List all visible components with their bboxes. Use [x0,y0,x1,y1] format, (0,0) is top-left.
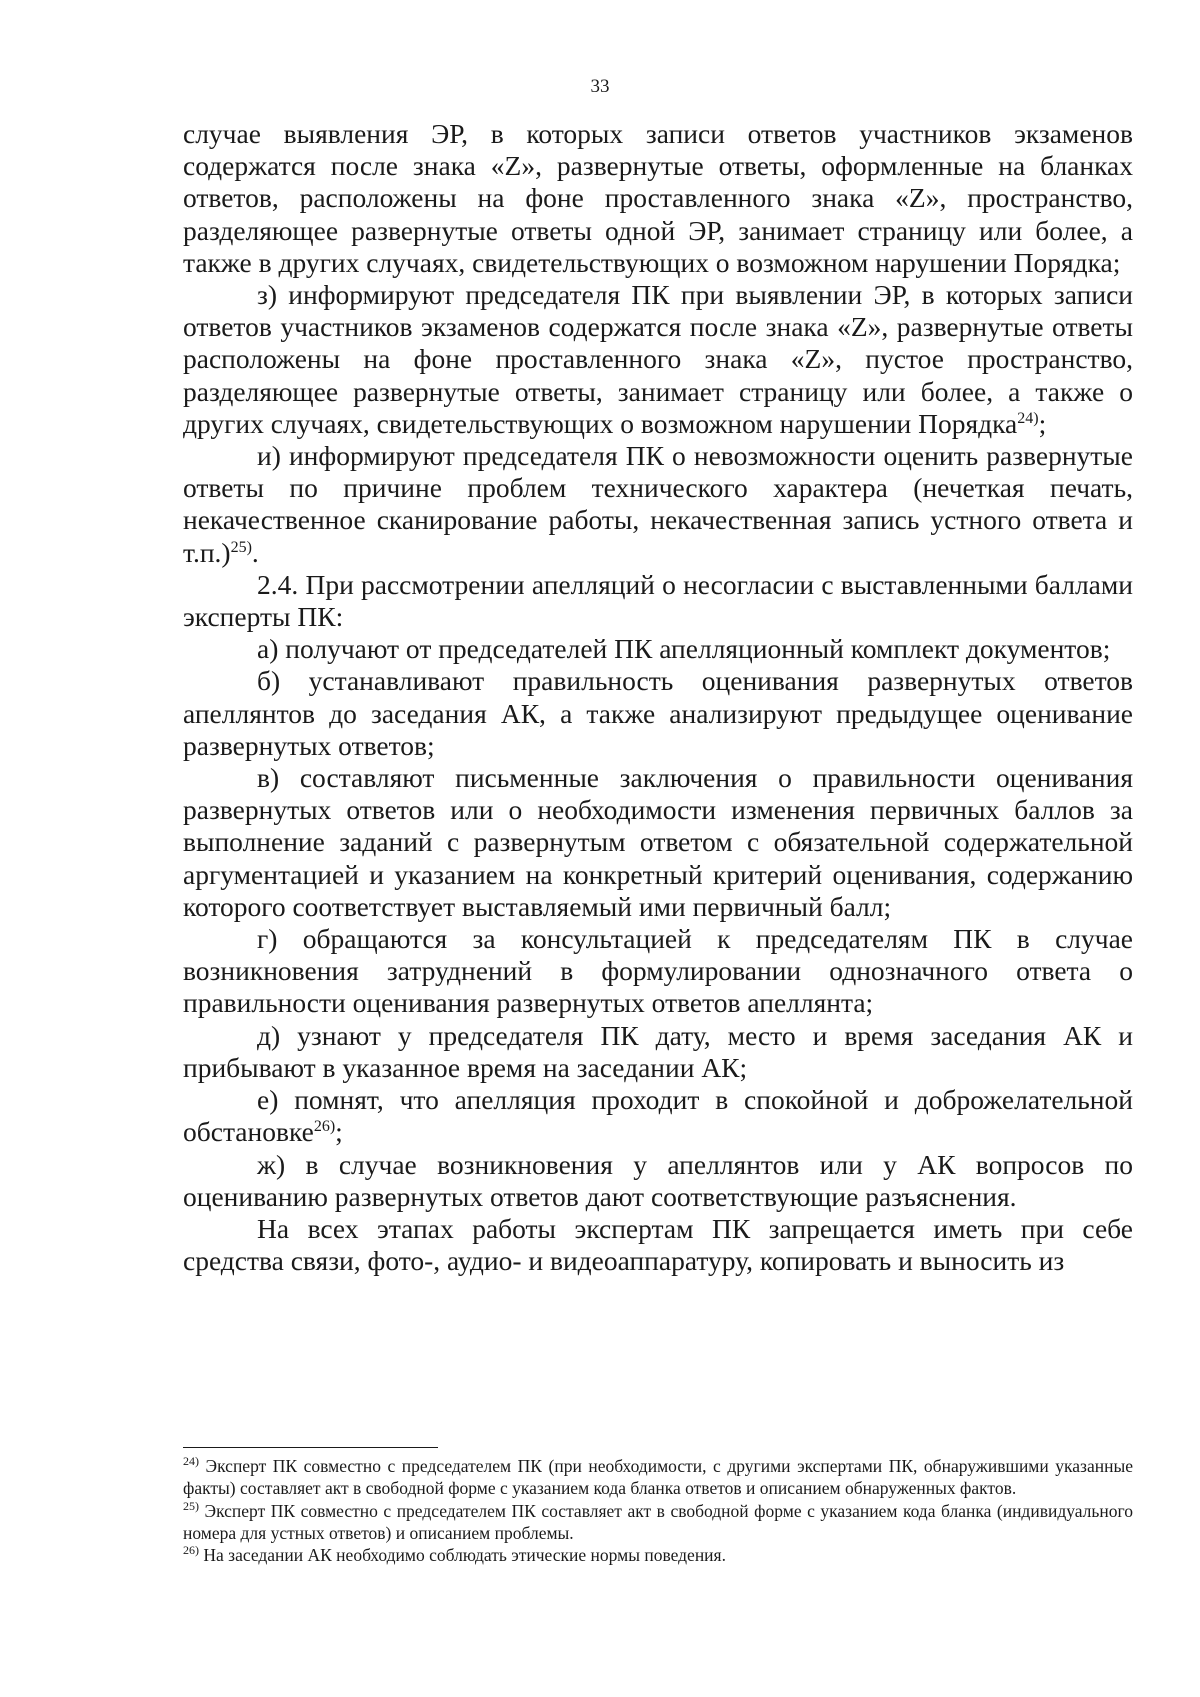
paragraph-item-z [183,279,1133,440]
paragraph-punct: ; [1038,407,1047,439]
paragraph-prohibition: На всех этапах работы экспертам ПК запрещается иметь при себе средства связи, фото-, аудио- и видеоаппаратуру, копировать и выносить из [183,1212,1133,1277]
paragraph-punct: . [251,536,259,568]
paragraph-item-i [183,440,1133,569]
footnote-separator [183,1447,438,1448]
page-number: 33 [590,76,610,97]
footnote-24 [183,1455,1133,1500]
footnote-ref-26[interactable]: 26) [313,1118,336,1136]
paragraph-text: е) помнят, что апелляция проходит в спокойной и доброжелательной обстановке [183,1084,1133,1148]
paragraph-section-2-4: 2.4. При рассмотрении апелляций о несогласии с выставленными баллами эксперты ПК: [183,568,1133,633]
footnote-mark: 26) [183,1543,199,1558]
paragraph-item-e [183,1084,1133,1148]
footnotes [183,1455,1133,1566]
footnote-text: На заседании АК необходимо соблюдать этические нормы поведения. [199,1545,726,1566]
paragraph-item-g: г) обращаются за консультацией к председателям ПК в случае возникновения затруднений в формулировании однозначного ответа о правильности оценивания развернутых ответов апеллянта; [183,923,1133,1019]
body-text [183,118,1133,1277]
paragraph-text: з) информируют председателя ПК при выявлении ЭР, в которых записи ответов участников экзаменов содержатся после знака «Z», развернутые ответы расположены на фоне проставленного знака «Z», пустое пространство, разделяющее развернутые ответы, занимает страницу или более, а также о других случаях, свидетельствующих о возможном нарушении Порядка [183,279,1133,439]
paragraph-item-d: д) узнают у председателя ПК дату, место и время заседания АК и прибывают в указанное время на заседании АК; [183,1019,1133,1083]
paragraph-item-a: а) получают от председателей ПК апелляционный комплект документов; [257,633,1111,665]
paragraph-punct: ; [335,1116,343,1148]
footnote-25 [183,1500,1133,1545]
footnote-text: Эксперт ПК совместно с председателем ПК (при необходимости, с другими экспертами ПК, обнаружившими указанные факты) составляет акт в свободной форме с указанием кода бланка ответов и описанием обнаруженных фактов. [183,1456,1133,1499]
footnote-ref-25[interactable]: 25) [230,538,252,556]
paragraph-continuation: случае выявления ЭР, в которых записи ответов участников экзаменов содержатся после знака «Z», развернутые ответы, оформленные на бланках ответов, расположены на фоне проставленного знака «Z», пространство, разделяющее развернутые ответы одной ЭР, занимает страницу или более, а также в других случаях, свидетельствующих о возможном нарушении Порядка; [183,118,1133,278]
footnote-26 [183,1544,1133,1566]
footnote-mark: 25) [183,1498,199,1513]
paragraph-item-zh: ж) в случае возникновения у апеллянтов или у АК вопросов по оцениванию развернутых ответов дают соответствующие разъяснения. [183,1148,1133,1212]
paragraph-item-v: в) составляют письменные заключения о правильности оценивания развернутых ответов или о необходимости изменения первичных баллов за выполнение заданий с развернутым ответом с обязательной содержательной аргументацией и указанием на конкретный критерий оценивания, содержанию которого соответствует выставляемый ими первичный балл; [183,762,1133,922]
footnote-ref-24[interactable]: 24) [1017,409,1039,427]
paragraph-item-b: б) устанавливают правильность оценивания развернутых ответов апеллянтов до заседания АК, а также анализируют предыдущее оценивание развернутых ответов; [183,665,1133,761]
paragraph-text: и) информируют председателя ПК о невозможности оценить развернутые ответы по причине проблем технического характера (нечеткая печать, некачественное сканирование работы, некачественная запись устного ответа и т.п.) [183,440,1133,568]
footnote-mark: 24) [183,1454,199,1469]
footnote-text: Эксперт ПК совместно с председателем ПК составляет акт в свободной форме с указанием кода бланка (индивидуального номера для устных ответов) и описанием проблемы. [183,1500,1133,1543]
